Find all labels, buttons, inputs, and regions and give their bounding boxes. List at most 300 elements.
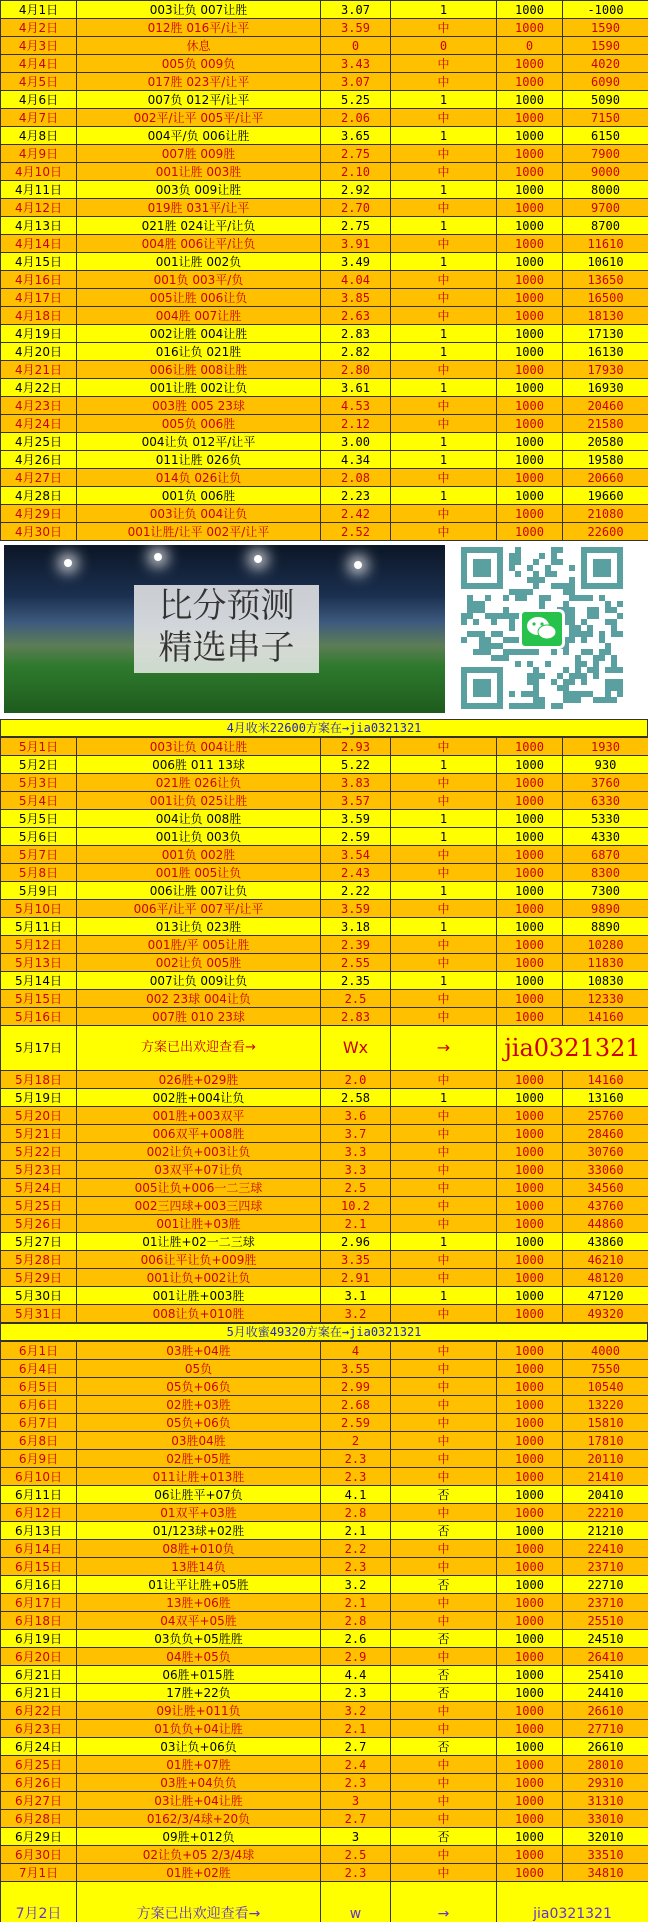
- balance-cell: 44860: [563, 1215, 648, 1233]
- stake-cell: 1000: [497, 1468, 563, 1486]
- stake-cell: 1000: [497, 451, 563, 469]
- result-cell: 中: [391, 1305, 497, 1323]
- odds-cell: 2.91: [321, 1269, 391, 1287]
- date-cell: 6月27日: [1, 1792, 77, 1810]
- pick-cell: 04胜+05负: [77, 1648, 321, 1666]
- odds-cell: 2.1: [321, 1215, 391, 1233]
- stake-cell: 1000: [497, 954, 563, 972]
- result-cell: 1: [391, 127, 497, 145]
- may-summary: 5月收蜜49320方案在→jia0321321: [0, 1323, 648, 1341]
- date-cell: 5月10日: [1, 900, 77, 918]
- july-2-row: [1, 1882, 648, 1922]
- date-cell: 6月21日: [1, 1666, 77, 1684]
- date-cell: 4月14日: [1, 235, 77, 253]
- pick-cell: 001胜+003双平: [77, 1107, 321, 1125]
- balance-cell: 1930: [563, 738, 648, 756]
- odds-cell: 2.3: [321, 1450, 391, 1468]
- stake-cell: 1000: [497, 738, 563, 756]
- record-row: [1, 756, 648, 774]
- pick-cell: 休息: [77, 37, 321, 55]
- april-summary: 4月收米22600方案在→jia0321321: [0, 719, 648, 737]
- stake-cell: 1000: [497, 864, 563, 882]
- pick-cell: 011让胜+013胜: [77, 1468, 321, 1486]
- stake-cell: 1000: [497, 1143, 563, 1161]
- odds-cell: 0: [321, 37, 391, 55]
- result-cell: 中: [391, 738, 497, 756]
- date-cell: 6月16日: [1, 1576, 77, 1594]
- odds-cell: 3: [321, 1828, 391, 1846]
- record-row: [1, 1215, 648, 1233]
- record-row: [1, 1576, 648, 1594]
- result-cell: 中: [391, 1504, 497, 1522]
- date-cell: 5月14日: [1, 972, 77, 990]
- balance-cell: 21080: [563, 505, 648, 523]
- odds-cell: 2.0: [321, 1071, 391, 1089]
- pick-cell: 001负 006胜: [77, 487, 321, 505]
- odds-cell: 2.59: [321, 828, 391, 846]
- odds-cell: 3.2: [321, 1576, 391, 1594]
- record-row: [1, 1008, 648, 1026]
- balance-cell: 47120: [563, 1287, 648, 1305]
- date-cell: 4月26日: [1, 451, 77, 469]
- record-row: [1, 1450, 648, 1468]
- result-cell: 中: [391, 1648, 497, 1666]
- date-cell: 4月16日: [1, 271, 77, 289]
- stake-cell: 1000: [497, 397, 563, 415]
- date-cell: 6月14日: [1, 1540, 77, 1558]
- balance-cell: 20110: [563, 1450, 648, 1468]
- result-cell: 中: [391, 1792, 497, 1810]
- pick-cell: 05负+06负: [77, 1378, 321, 1396]
- result-cell: 中: [391, 1107, 497, 1125]
- pick-cell: 06让胜平+07负: [77, 1486, 321, 1504]
- balance-cell: 25510: [563, 1612, 648, 1630]
- pick-cell: 001让胜/让平 002平/让平: [77, 523, 321, 541]
- stake-cell: 1000: [497, 343, 563, 361]
- odds-cell: 2.7: [321, 1810, 391, 1828]
- record-row: [1, 1540, 648, 1558]
- date-cell: 5月28日: [1, 1251, 77, 1269]
- date-cell: 6月29日: [1, 1828, 77, 1846]
- odds-cell: 2.93: [321, 738, 391, 756]
- balance-cell: 10280: [563, 936, 648, 954]
- result-cell: 中: [391, 1810, 497, 1828]
- record-row: [1, 1179, 648, 1197]
- record-row: [1, 1233, 648, 1251]
- result-cell: 中: [391, 1612, 497, 1630]
- qr-code: [453, 545, 643, 713]
- date-cell: 6月26日: [1, 1774, 77, 1792]
- balance-cell: 20460: [563, 397, 648, 415]
- stake-cell: 1000: [497, 253, 563, 271]
- result-cell: 1: [391, 253, 497, 271]
- record-row: [1, 1089, 648, 1107]
- stake-cell: 1000: [497, 109, 563, 127]
- date-cell: 5月19日: [1, 1089, 77, 1107]
- stake-cell: 1000: [497, 936, 563, 954]
- pick-cell: 002 23球 004让负: [77, 990, 321, 1008]
- balance-cell: 21210: [563, 1522, 648, 1540]
- balance-cell: 33010: [563, 1810, 648, 1828]
- balance-cell: 21410: [563, 1468, 648, 1486]
- stake-cell: 1000: [497, 55, 563, 73]
- odds-cell: 2.3: [321, 1468, 391, 1486]
- stake-cell: 1000: [497, 1630, 563, 1648]
- result-cell: 中: [391, 1197, 497, 1215]
- pick-cell: 09胜+012负: [77, 1828, 321, 1846]
- contact-id: jia0321321: [497, 1026, 648, 1071]
- odds-cell: 2.35: [321, 972, 391, 990]
- pick-cell: 014负 026让负: [77, 469, 321, 487]
- date-cell: 6月10日: [1, 1468, 77, 1486]
- result-cell: 中: [391, 505, 497, 523]
- record-row: [1, 1432, 648, 1450]
- stake-cell: 1000: [497, 1269, 563, 1287]
- pick-cell: 01让胜+02一二三球: [77, 1233, 321, 1251]
- balance-cell: 43860: [563, 1233, 648, 1251]
- record-row: [1, 846, 648, 864]
- record-row: [1, 1378, 648, 1396]
- balance-cell: 5090: [563, 91, 648, 109]
- record-row: [1, 433, 648, 451]
- pick-cell: 08胜+010负: [77, 1540, 321, 1558]
- date-cell: 5月3日: [1, 774, 77, 792]
- pick-cell: 02胜+05胜: [77, 1450, 321, 1468]
- result-cell: 中: [391, 846, 497, 864]
- record-row: [1, 1594, 648, 1612]
- record-row: [1, 1269, 648, 1287]
- odds-cell: 2.4: [321, 1756, 391, 1774]
- pick-cell: 0162/3/4球+20负: [77, 1810, 321, 1828]
- stake-cell: 1000: [497, 828, 563, 846]
- date-cell: 4月19日: [1, 325, 77, 343]
- record-row: [1, 1648, 648, 1666]
- record-row: [1, 954, 648, 972]
- pick-cell: 002胜+004让负: [77, 1089, 321, 1107]
- date-cell: 6月24日: [1, 1738, 77, 1756]
- date-cell: 6月22日: [1, 1702, 77, 1720]
- balance-cell: 24410: [563, 1684, 648, 1702]
- balance-cell: 13650: [563, 271, 648, 289]
- pick-cell: 03让负+06负: [77, 1738, 321, 1756]
- pick-cell: 026胜+029胜: [77, 1071, 321, 1089]
- record-row: [1, 451, 648, 469]
- odds-cell: 2.99: [321, 1378, 391, 1396]
- result-cell: 中: [391, 1558, 497, 1576]
- date-cell: 6月6日: [1, 1396, 77, 1414]
- balance-cell: 4020: [563, 55, 648, 73]
- balance-cell: 24510: [563, 1630, 648, 1648]
- stake-cell: 1000: [497, 1666, 563, 1684]
- stake-cell: 1000: [497, 1486, 563, 1504]
- balance-cell: 26410: [563, 1648, 648, 1666]
- odds-cell: 3.59: [321, 19, 391, 37]
- date-cell: 5月5日: [1, 810, 77, 828]
- stake-cell: 1000: [497, 1432, 563, 1450]
- odds-cell: 2.9: [321, 1648, 391, 1666]
- odds-cell: 2.8: [321, 1504, 391, 1522]
- stake-cell: 1000: [497, 289, 563, 307]
- stake-cell: 1000: [497, 1684, 563, 1702]
- pick-cell: 001让胜+03胜: [77, 1215, 321, 1233]
- odds-cell: 2.2: [321, 1540, 391, 1558]
- promo-line-1: 比分预测: [158, 586, 295, 626]
- record-row: [1, 1360, 648, 1378]
- balance-cell: 4330: [563, 828, 648, 846]
- date-cell: 6月17日: [1, 1594, 77, 1612]
- balance-cell: 930: [563, 756, 648, 774]
- record-row: [1, 379, 648, 397]
- odds-cell: 3.2: [321, 1702, 391, 1720]
- result-cell: 1: [391, 1287, 497, 1305]
- result-cell: 否: [391, 1486, 497, 1504]
- pick-cell: 13胜14负: [77, 1558, 321, 1576]
- odds-cell: 4.1: [321, 1486, 391, 1504]
- odds-cell: 3.49: [321, 253, 391, 271]
- stake-cell: 1000: [497, 1612, 563, 1630]
- stake-cell: 1000: [497, 1305, 563, 1323]
- stake-cell: 1000: [497, 487, 563, 505]
- result-cell: 1: [391, 1, 497, 19]
- date-cell: 5月2日: [1, 756, 77, 774]
- stake-cell: 1000: [497, 1342, 563, 1360]
- record-row: [1, 882, 648, 900]
- odds-cell: 2.06: [321, 109, 391, 127]
- record-row: [1, 235, 648, 253]
- pick-cell: 001胜 005让负: [77, 864, 321, 882]
- date-cell: 6月18日: [1, 1612, 77, 1630]
- pick-cell: 001让胜 003胜: [77, 163, 321, 181]
- date-cell: 5月31日: [1, 1305, 77, 1323]
- result-cell: 否: [391, 1630, 497, 1648]
- date-cell: 4月9日: [1, 145, 77, 163]
- notice-cell: 方案已出欢迎查看→: [77, 1882, 321, 1922]
- odds-cell: 3.7: [321, 1125, 391, 1143]
- balance-cell: 48120: [563, 1269, 648, 1287]
- balance-cell: 9000: [563, 163, 648, 181]
- date-cell: 6月4日: [1, 1360, 77, 1378]
- result-cell: 否: [391, 1522, 497, 1540]
- pick-cell: 003胜 005 23球: [77, 397, 321, 415]
- stake-cell: 1000: [497, 325, 563, 343]
- odds-cell: 2.92: [321, 181, 391, 199]
- pick-cell: 005让负+006一二三球: [77, 1179, 321, 1197]
- odds-cell: 2.39: [321, 936, 391, 954]
- pick-cell: 004胜 006让平/让负: [77, 235, 321, 253]
- balance-cell: 6870: [563, 846, 648, 864]
- odds-cell: 10.2: [321, 1197, 391, 1215]
- balance-cell: 8700: [563, 217, 648, 235]
- date-cell: 4月1日: [1, 1, 77, 19]
- record-row: [1, 1612, 648, 1630]
- result-cell: 中: [391, 1702, 497, 1720]
- odds-cell: 4: [321, 1342, 391, 1360]
- result-cell: 否: [391, 1828, 497, 1846]
- result-cell: 中: [391, 1756, 497, 1774]
- date-cell: 6月13日: [1, 1522, 77, 1540]
- record-row: [1, 1774, 648, 1792]
- odds-cell: 5.22: [321, 756, 391, 774]
- result-cell: 中: [391, 361, 497, 379]
- stake-cell: 1000: [497, 523, 563, 541]
- pick-cell: 001让负 025让胜: [77, 792, 321, 810]
- record-row: [1, 1251, 648, 1269]
- result-cell: 1: [391, 325, 497, 343]
- pick-cell: 05负+06负: [77, 1414, 321, 1432]
- record-row: [1, 1522, 648, 1540]
- record-row: [1, 271, 648, 289]
- pick-cell: 03让胜+04让胜: [77, 1792, 321, 1810]
- balance-cell: 22710: [563, 1576, 648, 1594]
- pick-cell: 006让平让负+009胜: [77, 1251, 321, 1269]
- balance-cell: 34810: [563, 1864, 648, 1882]
- record-row: [1, 55, 648, 73]
- odds-cell: 2.75: [321, 217, 391, 235]
- stake-cell: 0: [497, 37, 563, 55]
- odds-cell: 2.5: [321, 1846, 391, 1864]
- date-cell: 6月25日: [1, 1756, 77, 1774]
- result-cell: 1: [391, 972, 497, 990]
- stake-cell: 1000: [497, 1576, 563, 1594]
- balance-cell: 23710: [563, 1594, 648, 1612]
- pick-cell: 007让负 009让负: [77, 972, 321, 990]
- odds-cell: 2.52: [321, 523, 391, 541]
- date-cell: 5月11日: [1, 918, 77, 936]
- balance-cell: 15810: [563, 1414, 648, 1432]
- date-cell: 5月15日: [1, 990, 77, 1008]
- record-row: [1, 37, 648, 55]
- odds-cell: 2.08: [321, 469, 391, 487]
- result-cell: 中: [391, 1161, 497, 1179]
- odds-cell: 4.53: [321, 397, 391, 415]
- odds-cell: 3.1: [321, 1287, 391, 1305]
- pick-cell: 004胜 007让胜: [77, 307, 321, 325]
- record-row: [1, 774, 648, 792]
- stake-cell: 1000: [497, 91, 563, 109]
- pick-cell: 06胜+015胜: [77, 1666, 321, 1684]
- result-cell: 中: [391, 523, 497, 541]
- stake-cell: 1000: [497, 1197, 563, 1215]
- balance-cell: 7900: [563, 145, 648, 163]
- record-row: [1, 361, 648, 379]
- result-cell: 中: [391, 990, 497, 1008]
- promo-line-2: 精选串子: [158, 628, 295, 668]
- record-row: [1, 1125, 648, 1143]
- stake-cell: 1000: [497, 379, 563, 397]
- pick-cell: 001负 003平/负: [77, 271, 321, 289]
- stake-cell: 1000: [497, 1648, 563, 1666]
- stake-cell: 1000: [497, 1125, 563, 1143]
- stake-cell: 1000: [497, 1378, 563, 1396]
- balance-cell: 4000: [563, 1342, 648, 1360]
- result-cell: 中: [391, 1143, 497, 1161]
- balance-cell: 33060: [563, 1161, 648, 1179]
- date-cell: 5月16日: [1, 1008, 77, 1026]
- date-cell: 5月6日: [1, 828, 77, 846]
- pick-cell: 019胜 031平/让平: [77, 199, 321, 217]
- pick-cell: 01让平让胜+05胜: [77, 1576, 321, 1594]
- record-row: [1, 1287, 648, 1305]
- balance-cell: 1590: [563, 19, 648, 37]
- date-cell: 5月27日: [1, 1233, 77, 1251]
- balance-cell: 13160: [563, 1089, 648, 1107]
- odds-cell: 4.34: [321, 451, 391, 469]
- odds-cell: 3.91: [321, 235, 391, 253]
- balance-cell: 22210: [563, 1504, 648, 1522]
- record-row: [1, 217, 648, 235]
- date-cell: 6月19日: [1, 1630, 77, 1648]
- result-cell: 中: [391, 1378, 497, 1396]
- pick-cell: 01负负+04让胜: [77, 1720, 321, 1738]
- result-cell: 中: [391, 1251, 497, 1269]
- record-row: [1, 1558, 648, 1576]
- pick-cell: 03双平+07让负: [77, 1161, 321, 1179]
- record-row: [1, 343, 648, 361]
- balance-cell: 32010: [563, 1828, 648, 1846]
- stake-cell: 1000: [497, 1774, 563, 1792]
- odds-cell: 2.3: [321, 1774, 391, 1792]
- stake-cell: 1000: [497, 1, 563, 19]
- balance-cell: 26610: [563, 1738, 648, 1756]
- odds-cell: 3.43: [321, 55, 391, 73]
- pick-cell: 17胜+22负: [77, 1684, 321, 1702]
- balance-cell: 17130: [563, 325, 648, 343]
- pick-cell: 001让胜+003胜: [77, 1287, 321, 1305]
- result-cell: 中: [391, 1414, 497, 1432]
- balance-cell: 27710: [563, 1720, 648, 1738]
- balance-cell: 22410: [563, 1540, 648, 1558]
- stake-cell: 1000: [497, 505, 563, 523]
- stake-cell: 1000: [497, 1251, 563, 1269]
- odds-cell: 2.42: [321, 505, 391, 523]
- balance-cell: 29310: [563, 1774, 648, 1792]
- pick-cell: 011让胜 026负: [77, 451, 321, 469]
- stake-cell: 1000: [497, 900, 563, 918]
- wechat-icon: [519, 609, 565, 649]
- record-row: [1, 1630, 648, 1648]
- pick-cell: 008让负+010胜: [77, 1305, 321, 1323]
- balance-cell: 10610: [563, 253, 648, 271]
- date-cell: 6月12日: [1, 1504, 77, 1522]
- odds-cell: 3.18: [321, 918, 391, 936]
- date-cell: 5月12日: [1, 936, 77, 954]
- result-cell: 中: [391, 864, 497, 882]
- result-cell: 1: [391, 91, 497, 109]
- pick-cell: 013让负 023胜: [77, 918, 321, 936]
- result-cell: 中: [391, 55, 497, 73]
- odds-cell: 3.65: [321, 127, 391, 145]
- pick-cell: 002让负 005胜: [77, 954, 321, 972]
- record-row: [1, 1846, 648, 1864]
- odds-cell: 2.1: [321, 1594, 391, 1612]
- odds-cell: 2.5: [321, 1179, 391, 1197]
- result-cell: 1: [391, 433, 497, 451]
- odds-cell: 2.10: [321, 163, 391, 181]
- record-row: [1, 289, 648, 307]
- record-row: [1, 792, 648, 810]
- arrow-cell: →: [391, 1026, 497, 1071]
- record-row: [1, 73, 648, 91]
- stake-cell: 1000: [497, 1414, 563, 1432]
- stake-cell: 1000: [497, 774, 563, 792]
- pick-cell: 007胜 009胜: [77, 145, 321, 163]
- pick-cell: 004让负 012平/让平: [77, 433, 321, 451]
- result-cell: 中: [391, 1396, 497, 1414]
- result-cell: 1: [391, 1233, 497, 1251]
- pick-cell: 01胜+02胜: [77, 1864, 321, 1882]
- balance-cell: 14160: [563, 1008, 648, 1026]
- pick-cell: 006胜 011 13球: [77, 756, 321, 774]
